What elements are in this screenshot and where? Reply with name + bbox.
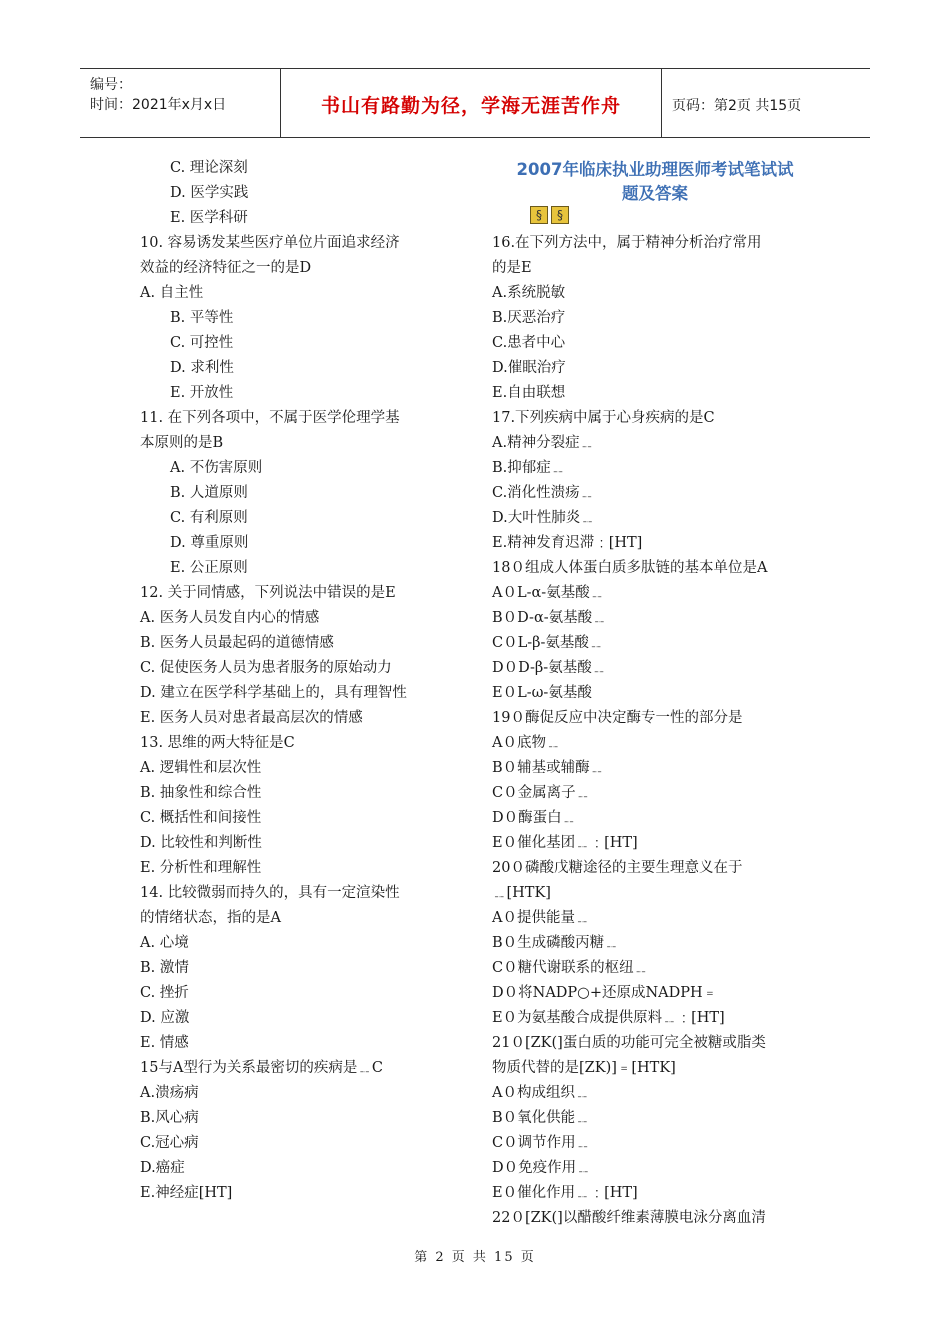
text-line: C０调节作用﹎: [492, 1135, 591, 1151]
text-line: D. 医学实践: [170, 185, 249, 201]
text-line: E. 公正原则: [170, 560, 248, 576]
text-line: C. 概括性和间接性: [140, 810, 262, 826]
text-line: 的情绪状态，指的是A: [140, 910, 281, 926]
text-line: E. 分析性和理解性: [140, 860, 262, 876]
text-line: D.大叶性肺炎﹎: [492, 510, 595, 526]
motto: 书山有路勤为径，学海无涯苦作舟: [320, 95, 621, 117]
text-line: A０L-α-氨基酸﹎: [492, 585, 605, 601]
text-line: D０将NADP○+还原成NADPH﹦: [492, 985, 718, 1001]
text-line: 的是E: [492, 260, 532, 276]
text-line: A.精神分裂症﹎: [492, 435, 595, 451]
text-line: A. 不伤害原则: [170, 460, 263, 476]
text-line: D０酶蛋白﹎: [492, 810, 577, 826]
text-line: C. 挫折: [140, 985, 189, 1001]
text-line: C.患者中心: [492, 335, 566, 351]
text-line: C０糖代谢联系的枢纽﹎: [492, 960, 649, 976]
text-line: A０提供能量﹎: [492, 910, 590, 926]
text-line: 22０[ZK(]以醋酸纤维素薄膜电泳分离血清: [492, 1210, 766, 1226]
text-line: B０氧化供能﹎: [492, 1110, 590, 1126]
left-column: [140, 156, 470, 1206]
text-line: D. 比较性和判断性: [140, 835, 262, 851]
text-line: D.催眠治疗: [492, 360, 566, 376]
text-line: C. 有利原则: [170, 510, 248, 526]
header-table: [80, 68, 870, 138]
text-line: A. 逻辑性和层次性: [140, 760, 262, 776]
doc-number: 编号：: [90, 77, 132, 93]
doc-date: 时间：2021年x月x日: [90, 97, 227, 113]
text-line: 效益的经济特征之一的是D: [140, 260, 312, 276]
text-line: B.厌恶治疗: [492, 310, 566, 326]
text-line: D. 建立在医学科学基础上的，具有理智性: [140, 685, 407, 701]
text-line: 11. 在下列各项中，不属于医学伦理学基: [140, 410, 400, 426]
link-icon[interactable]: §: [551, 206, 569, 224]
text-line: 19０酶促反应中决定酶专一性的部分是: [492, 710, 743, 726]
text-line: B. 抽象性和综合性: [140, 785, 262, 801]
header-page-cell: [662, 69, 870, 137]
text-line: 16.在下列方法中，属于精神分析治疗常用: [492, 235, 762, 251]
text-line: 15与A型行为关系最密切的疾病是﹎C: [140, 1060, 384, 1076]
text-line: B０生成磷酸丙糖﹎: [492, 935, 619, 951]
text-line: C. 可控性: [170, 335, 234, 351]
title-line-1: 2007年临床执业助理医师考试笔试试: [516, 160, 794, 179]
text-line: E.精神发育迟滞﹕[HT]: [492, 535, 643, 551]
document-title: [480, 158, 830, 206]
text-line: B. 平等性: [170, 310, 234, 326]
text-line: E.神经症[HT]: [140, 1185, 233, 1201]
text-line: E. 开放性: [170, 385, 234, 401]
header-meta-cell: [80, 69, 281, 137]
title-line-2: 题及答案: [622, 184, 688, 203]
text-line: 12. 关于同情感，下列说法中错误的是E: [140, 585, 396, 601]
text-line: C.冠心病: [140, 1135, 199, 1151]
text-line: ﹎[HTK]: [492, 885, 551, 901]
text-line: C. 促使医务人员为患者服务的原始动力: [140, 660, 392, 676]
text-line: 18０组成人体蛋白质多肽链的基本单位是A: [492, 560, 768, 576]
text-line: E０为氨基酸合成提供原料﹎﹕[HT]: [492, 1010, 725, 1026]
right-column: [492, 231, 822, 1231]
text-line: B.抑郁症﹎: [492, 460, 566, 476]
text-line: A. 心境: [140, 935, 189, 951]
text-line: C０金属离子﹎: [492, 785, 591, 801]
text-line: E. 情感: [140, 1035, 189, 1051]
text-line: E０催化作用﹎﹕[HT]: [492, 1185, 638, 1201]
text-line: D０D-β-氨基酸﹎: [492, 660, 607, 676]
text-line: A０构成组织﹎: [492, 1085, 590, 1101]
text-line: 13. 思维的两大特征是C: [140, 735, 295, 751]
text-line: A０底物﹎: [492, 735, 561, 751]
text-line: 14. 比较微弱而持久的，具有一定渲染性: [140, 885, 400, 901]
text-line: D. 尊重原则: [170, 535, 249, 551]
text-line: D. 求利性: [170, 360, 234, 376]
text-line: 本原则的是B: [140, 435, 224, 451]
text-line: E.自由联想: [492, 385, 566, 401]
text-line: 物质代替的是[ZK)]﹦[HTK]: [492, 1060, 676, 1076]
text-line: A.系统脱敏: [492, 285, 566, 301]
text-line: B.风心病: [140, 1110, 199, 1126]
text-line: 17.下列疾病中属于心身疾病的是C: [492, 410, 715, 426]
text-line: C. 理论深刻: [170, 160, 248, 176]
text-line: E. 医学科研: [170, 210, 248, 226]
text-line: B０D-α-氨基酸﹎: [492, 610, 607, 626]
link-icon[interactable]: §: [530, 206, 548, 224]
text-line: E０L-ω-氨基酸: [492, 685, 592, 701]
text-line: A.溃疡病: [140, 1085, 199, 1101]
text-line: C０L-β-氨基酸﹎: [492, 635, 604, 651]
text-line: D. 应激: [140, 1010, 190, 1026]
text-line: D.癌症: [140, 1160, 185, 1176]
text-line: B. 人道原则: [170, 485, 248, 501]
text-line: E. 医务人员对患者最高层次的情感: [140, 710, 363, 726]
title-icons: [530, 206, 569, 224]
text-line: C.消化性溃疡﹎: [492, 485, 595, 501]
text-line: A. 自主性: [140, 285, 204, 301]
text-line: E０催化基团﹎﹕[HT]: [492, 835, 638, 851]
text-line: 10. 容易诱发某些医疗单位片面追求经济: [140, 235, 400, 251]
text-line: A. 医务人员发自内心的情感: [140, 610, 320, 626]
header-motto-cell: [281, 69, 662, 137]
text-line: B０辅基或辅酶﹎: [492, 760, 605, 776]
text-line: 20０磷酸戊糖途径的主要生理意义在于: [492, 860, 743, 876]
page-info: 页码：第2页 共15页: [672, 98, 802, 114]
text-line: 21０[ZK(]蛋白质的功能可完全被糖或脂类: [492, 1035, 766, 1051]
text-line: B. 激情: [140, 960, 189, 976]
text-line: B. 医务人员最起码的道德情感: [140, 635, 334, 651]
page-footer: 第 2 页 共 15 页: [414, 1250, 536, 1265]
text-line: D０免疫作用﹎: [492, 1160, 591, 1176]
